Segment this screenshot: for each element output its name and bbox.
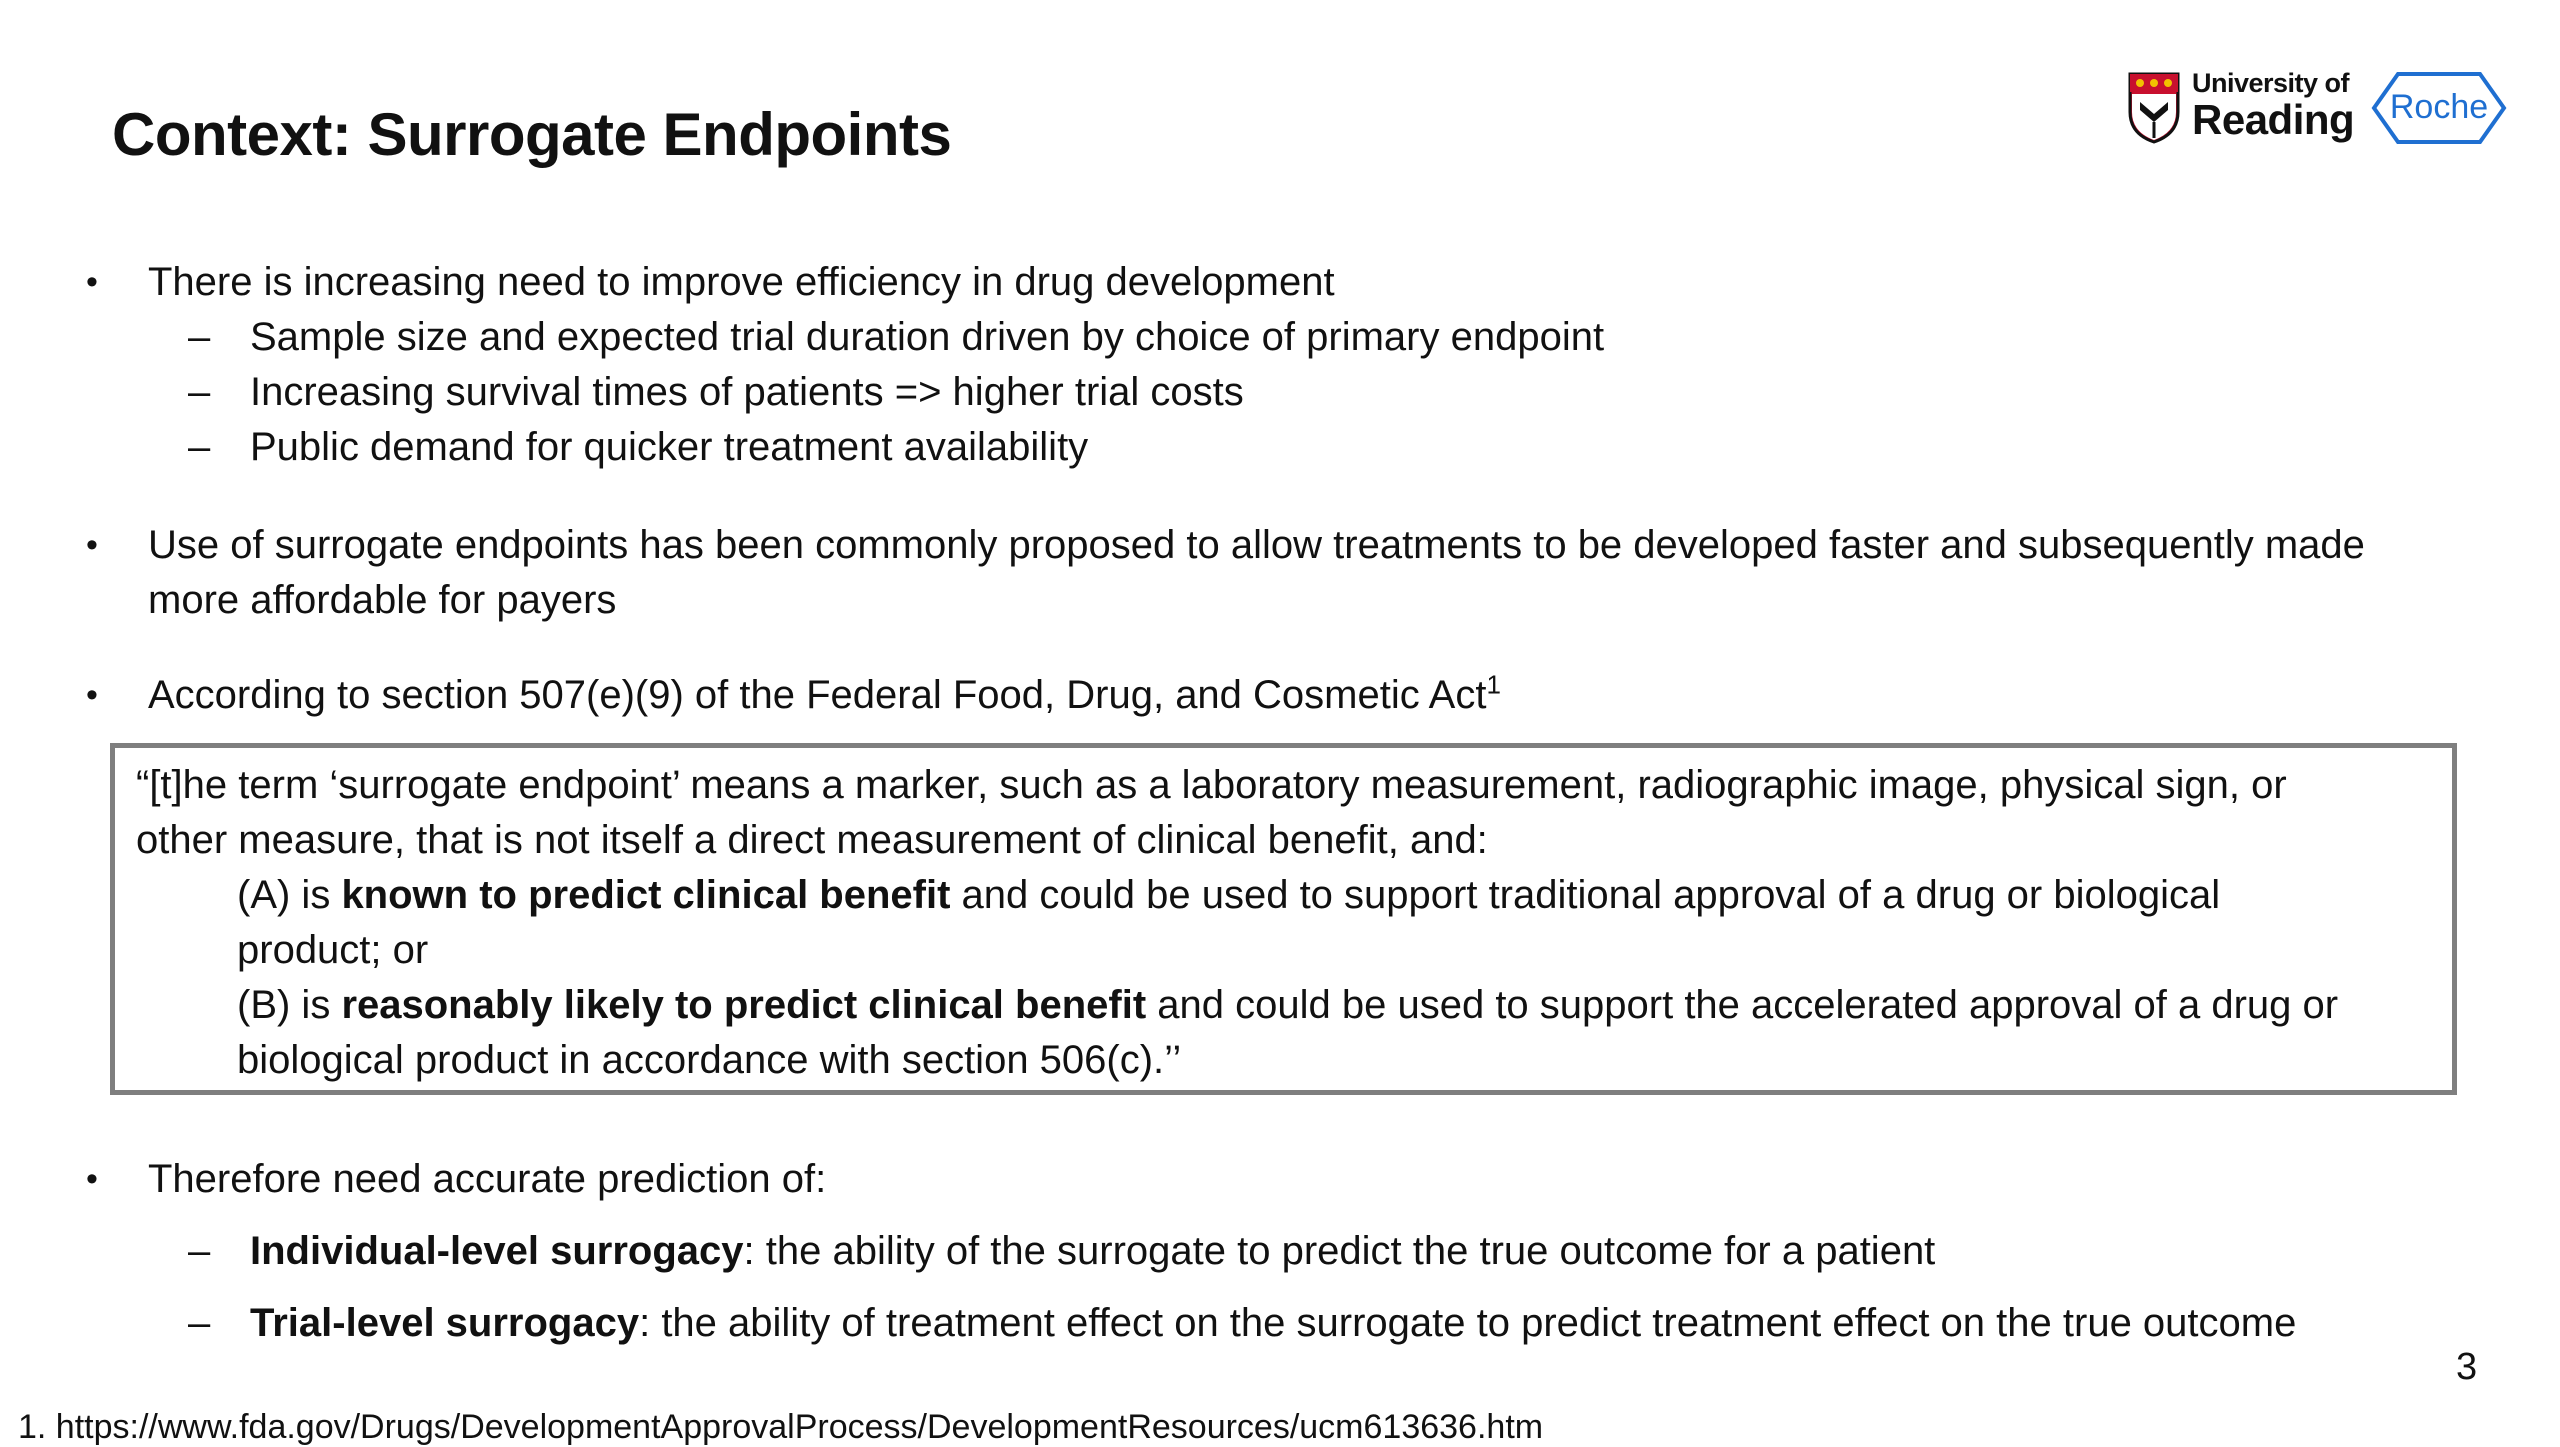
bullet-efficiency xyxy=(86,255,1335,310)
sub-bullet xyxy=(188,365,1244,420)
quote-line: other measure, that is not itself a direct measurement of clinical benefit, and: xyxy=(136,818,1488,862)
sub-bullet-individual-level xyxy=(188,1224,1936,1279)
clause-text: and could be used to support traditional approval of a drug or biological xyxy=(950,873,2221,917)
sub-bullet-text: Sample size and expected trial duration driven by choice of primary endpoint xyxy=(250,315,1605,359)
bullet-icon: • xyxy=(86,263,98,301)
dash-icon: – xyxy=(188,1301,211,1345)
bullet-prediction xyxy=(86,1152,827,1207)
clause-emphasis: known to predict clinical benefit xyxy=(341,873,951,917)
bullet-surrogate-use xyxy=(86,518,2365,573)
clause-text: and could be used to support the accelerated approval of a drug or xyxy=(1146,983,2339,1027)
sub-bullet-trial-level xyxy=(188,1296,2297,1351)
roche-logo-icon xyxy=(2370,70,2508,146)
bullet-text: According to section 507(e)(9) of the Federal Food, Drug, and Cosmetic Act xyxy=(148,673,1487,717)
page-number: 3 xyxy=(2456,1346,2478,1388)
dash-icon: – xyxy=(188,425,211,469)
sub-bullet-text: Increasing survival times of patients => higher trial costs xyxy=(250,370,1244,414)
bullet-icon: • xyxy=(86,526,98,564)
term: Trial-level surrogacy xyxy=(250,1301,640,1345)
dash-icon: – xyxy=(188,1229,211,1273)
bullet-icon: • xyxy=(86,676,98,714)
university-of-reading-shield-icon xyxy=(2128,72,2180,144)
bullet-text: Therefore need accurate prediction of: xyxy=(148,1157,827,1201)
sub-bullet-text: Public demand for quicker treatment availability xyxy=(250,425,1089,469)
bullet-icon: • xyxy=(86,1160,98,1198)
quote-clause-b xyxy=(237,978,2338,1033)
dash-icon: – xyxy=(188,370,211,414)
definition: : the ability of the surrogate to predict the true outcome for a patient xyxy=(743,1229,1936,1273)
bullet-fdca-section xyxy=(86,668,1501,723)
definition: : the ability of treatment effect on the surrogate to predict treatment effect on the true outcome xyxy=(639,1301,2297,1345)
bullet-text: Use of surrogate endpoints has been commonly proposed to allow treatments to be developed faster and subsequently made xyxy=(148,523,2365,567)
slide-title: Context: Surrogate Endpoints xyxy=(112,101,952,168)
sub-bullet xyxy=(188,310,1605,365)
footnote-marker: 1 xyxy=(1486,669,1501,700)
quote-clause-a-cont: product; or xyxy=(237,928,429,972)
term: Individual-level surrogacy xyxy=(250,1229,744,1273)
bullet-surrogate-use-cont xyxy=(148,573,616,628)
university-of-reading-logo xyxy=(2192,68,2354,142)
roche-logo-text: Roche xyxy=(2389,88,2489,126)
quote-line: “[t]he term ‘surrogate endpoint’ means a marker, such as a laboratory measurement, radiographic image, physical sign, or xyxy=(136,763,2287,807)
sub-bullet xyxy=(188,420,1089,475)
logo-text-big: Reading xyxy=(2192,96,2355,143)
dash-icon: – xyxy=(188,315,211,359)
logos xyxy=(2128,68,2508,158)
quote-clause-b-cont: biological product in accordance with section 506(c).’’ xyxy=(237,1038,1182,1082)
logo-text-small: University of xyxy=(2192,68,2350,98)
footnote-link[interactable]: 1. https://www.fda.gov/Drugs/DevelopmentApprovalProcess/DevelopmentResources/ucm613636.htm xyxy=(18,1408,1544,1446)
clause-emphasis: reasonably likely to predict clinical benefit xyxy=(341,983,1147,1027)
clause-prefix: (A) is xyxy=(237,873,342,917)
bullet-text: more affordable for payers xyxy=(148,578,617,622)
definition-quote-box xyxy=(110,743,2457,1095)
clause-prefix: (B) is xyxy=(237,983,342,1027)
quote-clause-a xyxy=(237,868,2220,923)
bullet-text: There is increasing need to improve efficiency in drug development xyxy=(148,260,1335,304)
